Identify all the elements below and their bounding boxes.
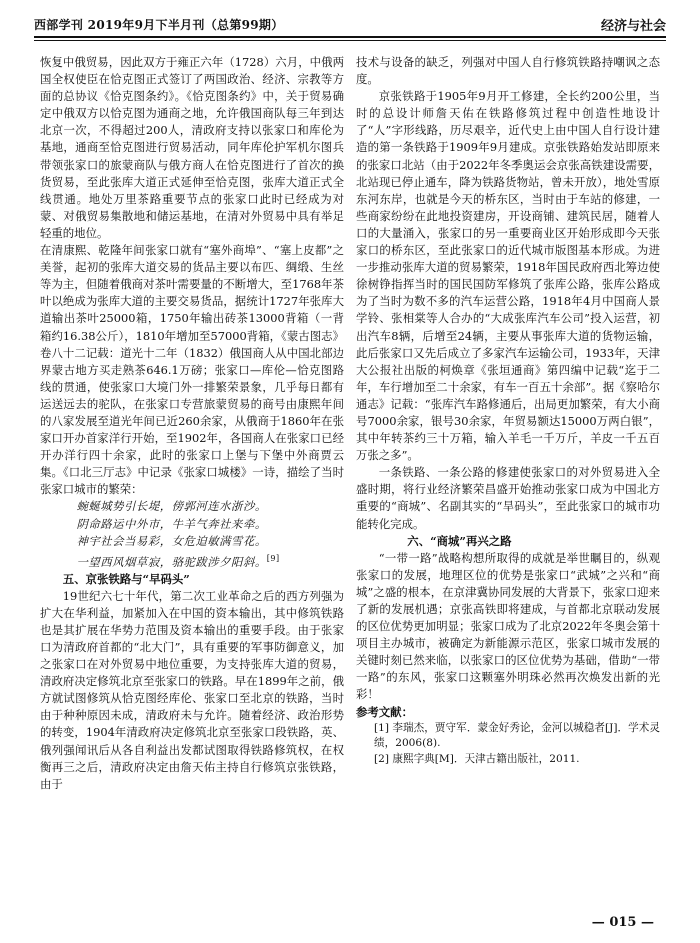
journal-title: 西部学刊 2019年9月下半月刊（总第99期）: [34, 18, 284, 32]
footnote-marker: [9]: [266, 553, 280, 563]
paragraph: 在清康熙、乾隆年间张家口就有“塞外商埠”、“塞上皮都”之美誉，起初的张库大道交易的货品主要以布匹、绸缎、生丝等为主，但随着俄商对茶叶需要量的不断增大，至1768年茶叶以绝成为张库大道的主要交易货品，据统计1727年张库大道输出茶叶25000箱，1750年输出砖茶13000背箱（一背箱约16.38公斤），1810年增加至57000背箱，《蒙古图志》卷八十二记载：道光十二年（1832）俄国商人从中国北部边界蒙古地方买走熟茶646.1万磅；张家口—库伦—恰克图路线的贯通，使张家口大境门外一排繁荣景象，几乎每日都有运送远去的驼队，在张家口专营旅蒙贸易的商号由康熙年间的八家发展至道光年间已近260余家，从俄商于1860年在张家口开办首家洋行开始，至1902年，各国商人在张家口已经开办洋行四十余家，此时的张家口上堡与下堡中外商贾云集。《口北三厅志》中记录《张家口城楼》一诗，描绘了当时张家口城市的繁荣：: [40, 243, 344, 497]
paragraph: 一条铁路、一条公路的修建使张家口的对外贸易进入全盛时期，将行业经济繁荣昌盛开始推动张家口成为中国北方重要的“商城”、名副其实的“旱码头”，至此张家口的城市功能转化完成。: [356, 465, 660, 531]
left-column: [40, 54, 344, 793]
header-rule-thin: [34, 40, 666, 41]
header-rule-thick: [34, 36, 666, 38]
paragraph: 京张铁路于1905年9月开工修建，全长约200公里，当时的总设计师詹天佑在铁路修筑过程中创造性地设计了“人”字形线路，历尽艰辛，近代史上由中国人自行设计建造的第一条铁路于1909年9月建成。京张铁路始发站即原来的张家口北站（由于2022年冬季奥运会京张高铁建设需要，北站现已停止通车，降为铁路货物站，曾未开放），地处雪原东河东岸，也就是今天的桥东区，当时由于车站的修建，一些商家纷纷在此地投资建房，开设商铺、建筑民居，随着人口的大量涌入，张家口的另一重要商业区开始形成即今天张家口的桥东区，至此张家口的近代城市版图基本形成。为进一步推动张库大道的贸易繁荣，1918年国民政府西北筹边使徐树铮指挥当时的国民国防军修筑了张库公路，张库公路成为了当时为数不多的汽车运营公路，1918年4月中国商人景学铃、张相棠等人合办的“大成张库汽车公司”投入运营，初出汽车8辆，后增至24辆，主要从事张库大道的货物运输，此后张家口又先后成立了多家汽车运输公司，1933年，天津大公报社出版的柯焕章《张垣通商》第四编中记载“迄于二年，车行增加至二十余家，有车一百五十余部”。据《察哈尔通志》记载：“张库汽车路修通后，出局更加繁荣，有大小商号7000余家，银号30余家，年贸易额达15000万两白银”，其中年转茶约三十万箱，输入羊毛一千万斤，羊皮一千五百万张之多”。: [356, 89, 660, 463]
paragraph: 恢复中俄贸易，因此双方于雍正六年（1728）六月，中俄两国全权使臣在恰克图正式签订了两国政治、经济、宗教等方面的总协议《恰克图条约》。《恰克图条约》中，关于贸易确定中俄双方以恰克图为通商之地，允许俄国商队每三年到达北京一次，不得超过200人，清政府支持以张家口和库伦为基地，通商至恰克图进行贸易活动，同年库伦护军机尔图兵带领张家口的旅蒙商队与俄方商人在恰克图进行了首次的换货贸易，至此张库大道正式延伸至恰克图，张库大道正式全线贯通。地处万里茶路重要节点的张家口此时已经成为对蒙、对俄贸易集散地和储运基地，在清对外贸易中具有举足轻重的地位。: [40, 55, 344, 240]
paragraph: “一带一路”战略构想所取得的成就是举世瞩目的，纵观张家口的发展，地理区位的优势是张家口“武城”之兴和“商城”之盛的根本，在京津冀协同发展的大背景下，张家口迎来了新的发展机遇；京张高铁即将建成，与首都北京联动发展的区位优势更加明显；张家口成为了北京2022年冬奥会第十项目主办城市，被确定为新能源示范区，张家口城市发展的关键时刻已然来临，以张家口的区位优势为基础，借助“一带一路”的东风，张家口这颗塞外明珠必然再次焕发出新的光彩！: [356, 550, 660, 702]
section-heading: 五、京张铁路与“早码头”: [62, 571, 190, 586]
reference-item: [2] 康熙字典[M]．天津古籍出版社，2011.: [374, 752, 580, 765]
references-title: 参考文献：: [356, 704, 413, 719]
right-column: [356, 54, 660, 767]
poem-line: 神宇社会当易彩，女危迫敏满雪花。: [76, 533, 267, 548]
running-header: [34, 14, 666, 36]
section-title: 经济与社会: [600, 19, 666, 34]
section-heading: 六、“商城”再兴之路: [407, 533, 512, 548]
page-number: — 015 —: [591, 915, 654, 930]
poem-line: 一望西风烟草寂，骆驼跋涉夕阳斜。[9]: [76, 553, 280, 569]
paragraph: 19世纪六七十年代，第二次工业革命之后的西方列强为扩大在华利益，加紧加入在中国的资本输出，其中修筑铁路也是其扩展在华势力范围及资本输出的重要手段。由于张家口为清政府首都的“北大门”，具有重要的军事防御意义，加之张家口在对外贸易中地位重要，为支持张库大道的贸易，清政府决定修筑北京至张家口的铁路。早在1899年之前，俄方就试图修筑从恰克图经库伦、张家口至北京的铁路，当时由于种种原因未成，清政府未与允许。随着经济、政治形势的转变，1904年清政府决定修筑北京至张家口段铁路，英、俄列强闻讯后从各自利益出发都试图取得铁路修筑权，在权衡再三之后，清政府决定由詹天佑主持自行修筑京张铁路，由于: [40, 588, 344, 791]
poem-line: 阴命路运中外市，牛羊气奔社来牵。: [76, 516, 267, 531]
poem-line: 蜿蜒城势引长堤，傍郭河连水浙沙。: [76, 499, 267, 514]
paragraph: 技术与设备的缺乏，列强对中国人自行修筑铁路持嘲讽之态度。: [356, 55, 660, 87]
reference-item: [1] 李瑞杰，贾守军．蒙金好秀论，金河以城稳者[J]．学术灵绩，2006(8).: [374, 721, 660, 750]
